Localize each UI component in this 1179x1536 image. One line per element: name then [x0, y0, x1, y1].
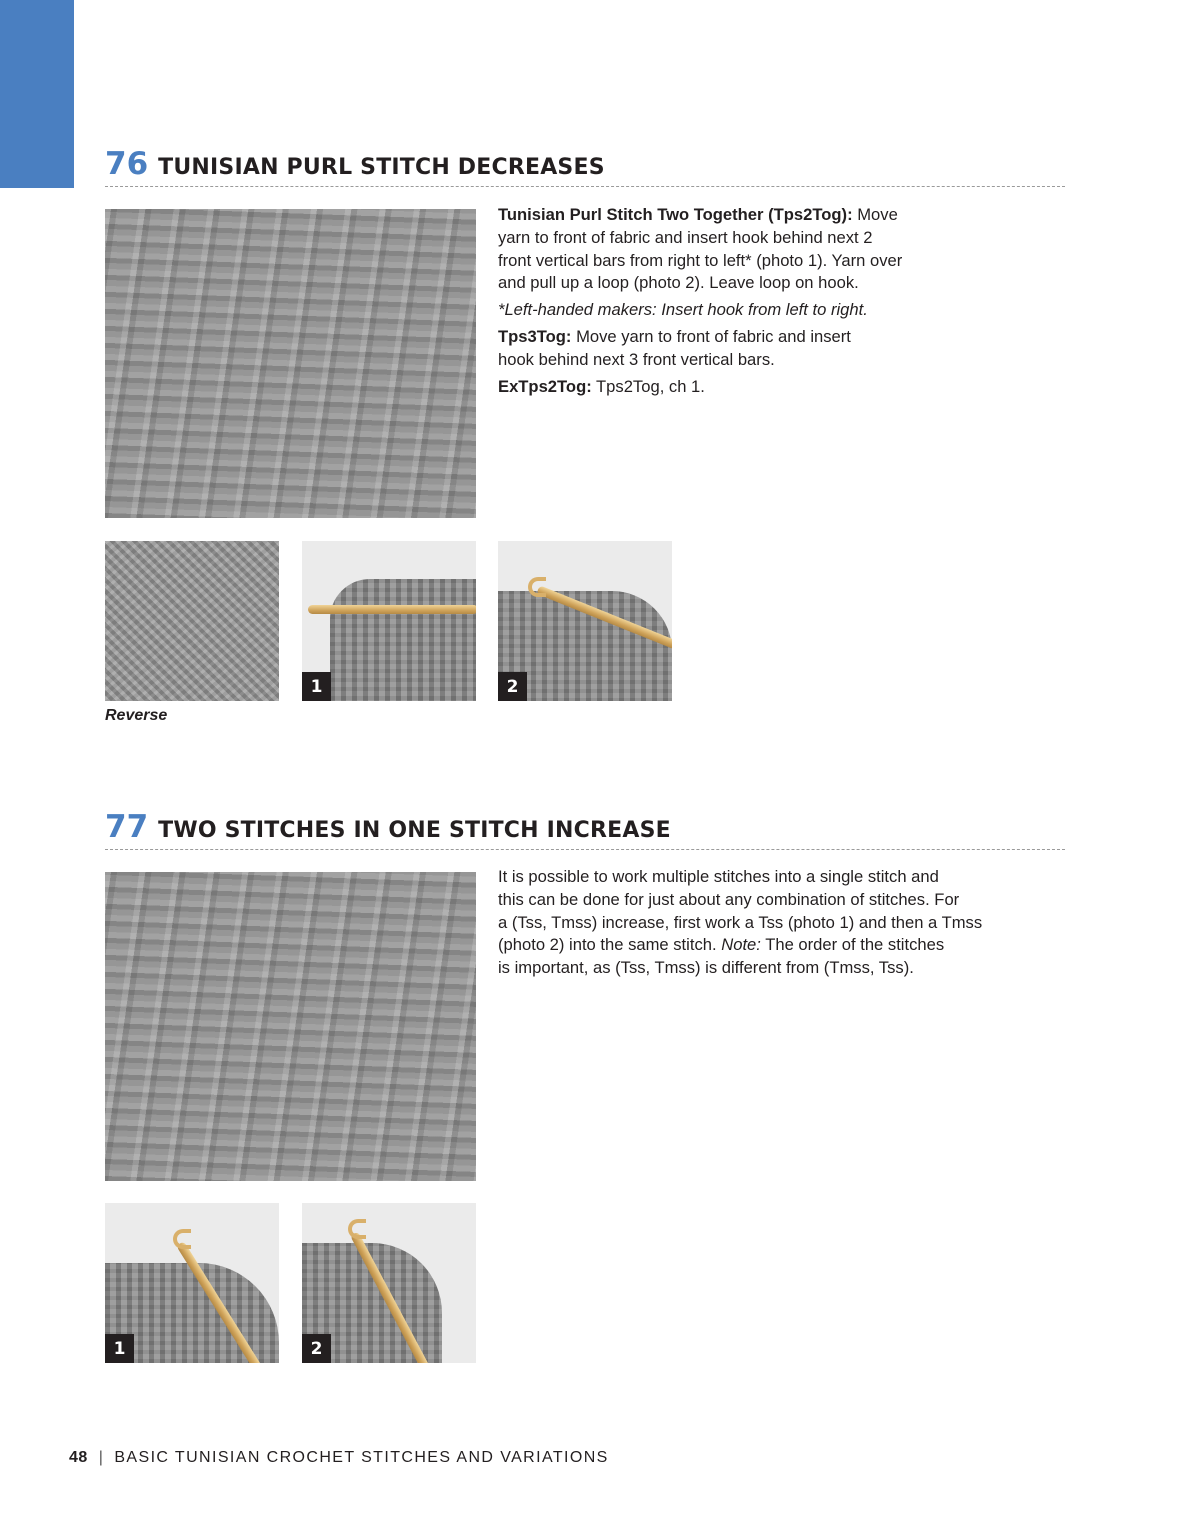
step-badge: 2	[302, 1334, 331, 1363]
hook-head-icon	[528, 577, 546, 597]
step-photo-1	[302, 541, 476, 701]
step-badge: 1	[302, 672, 331, 701]
increase-swatch-photo	[105, 872, 476, 1181]
reverse-swatch-photo	[105, 541, 279, 701]
term: Tps3Tog:	[498, 326, 572, 346]
crochet-hook	[308, 605, 476, 614]
term: ExTps2Tog:	[498, 376, 592, 396]
photo-caption: Reverse	[105, 707, 168, 724]
increase-paragraph: It is possible to work multiple stitches into a single stitch and this can be done for just about any combination of stitches. For a (Tss, Tmss) increase, first work a Tss (photo 1) and then a Tmss (photo 2) into the same stitch. Note: The order of the stitches is important, as (Tss, Tmss) is different from (Tmss, Tss).	[498, 867, 983, 978]
yarn-fabric	[330, 579, 476, 701]
section-77-heading	[105, 809, 671, 849]
section-76-body	[498, 204, 902, 402]
footer-separator: |	[98, 1449, 105, 1466]
hook-head-icon	[173, 1229, 191, 1249]
tps2tog-swatch-photo	[105, 209, 476, 518]
section-number: 76	[105, 146, 149, 182]
section-77-body	[498, 866, 982, 984]
section-number: 77	[105, 809, 149, 845]
hook-head-icon	[348, 1219, 366, 1239]
section-title: TWO STITCHES IN ONE STITCH INCREASE	[158, 818, 671, 843]
dashed-divider	[105, 186, 1065, 187]
page-footer	[69, 1449, 609, 1467]
step-photo-2	[498, 541, 672, 701]
tps2tog-paragraph: Tunisian Purl Stitch Two Together (Tps2Tog): Move yarn to front of fabric and insert hook behind next 2 front vertical bars from right to left* (photo 1). Yarn over and pull up a loop (photo 2). Leave loop on hook.	[498, 205, 903, 293]
term: Tunisian Purl Stitch Two Together (Tps2Tog):	[498, 205, 853, 224]
dashed-divider	[105, 849, 1065, 850]
step-photo-2	[302, 1203, 476, 1363]
section-title: TUNISIAN PURL STITCH DECREASES	[158, 155, 605, 180]
step-photo-1	[105, 1203, 279, 1363]
page-number: 48	[69, 1449, 88, 1466]
left-handed-note: *Left-handed makers: Insert hook from left to right.	[498, 300, 868, 320]
note-label: Note:	[721, 935, 761, 955]
extps2tog-paragraph: ExTps2Tog: Tps2Tog, ch 1.	[498, 376, 705, 396]
step-badge: 2	[498, 672, 527, 701]
section-76-heading	[105, 146, 605, 186]
chapter-color-tab	[0, 0, 74, 188]
running-title: BASIC TUNISIAN CROCHET STITCHES AND VARIATIONS	[114, 1449, 609, 1466]
step-badge: 1	[105, 1334, 134, 1363]
tps3tog-paragraph: Tps3Tog: Move yarn to front of fabric and insert hook behind next 3 front vertical bars.	[498, 326, 851, 369]
